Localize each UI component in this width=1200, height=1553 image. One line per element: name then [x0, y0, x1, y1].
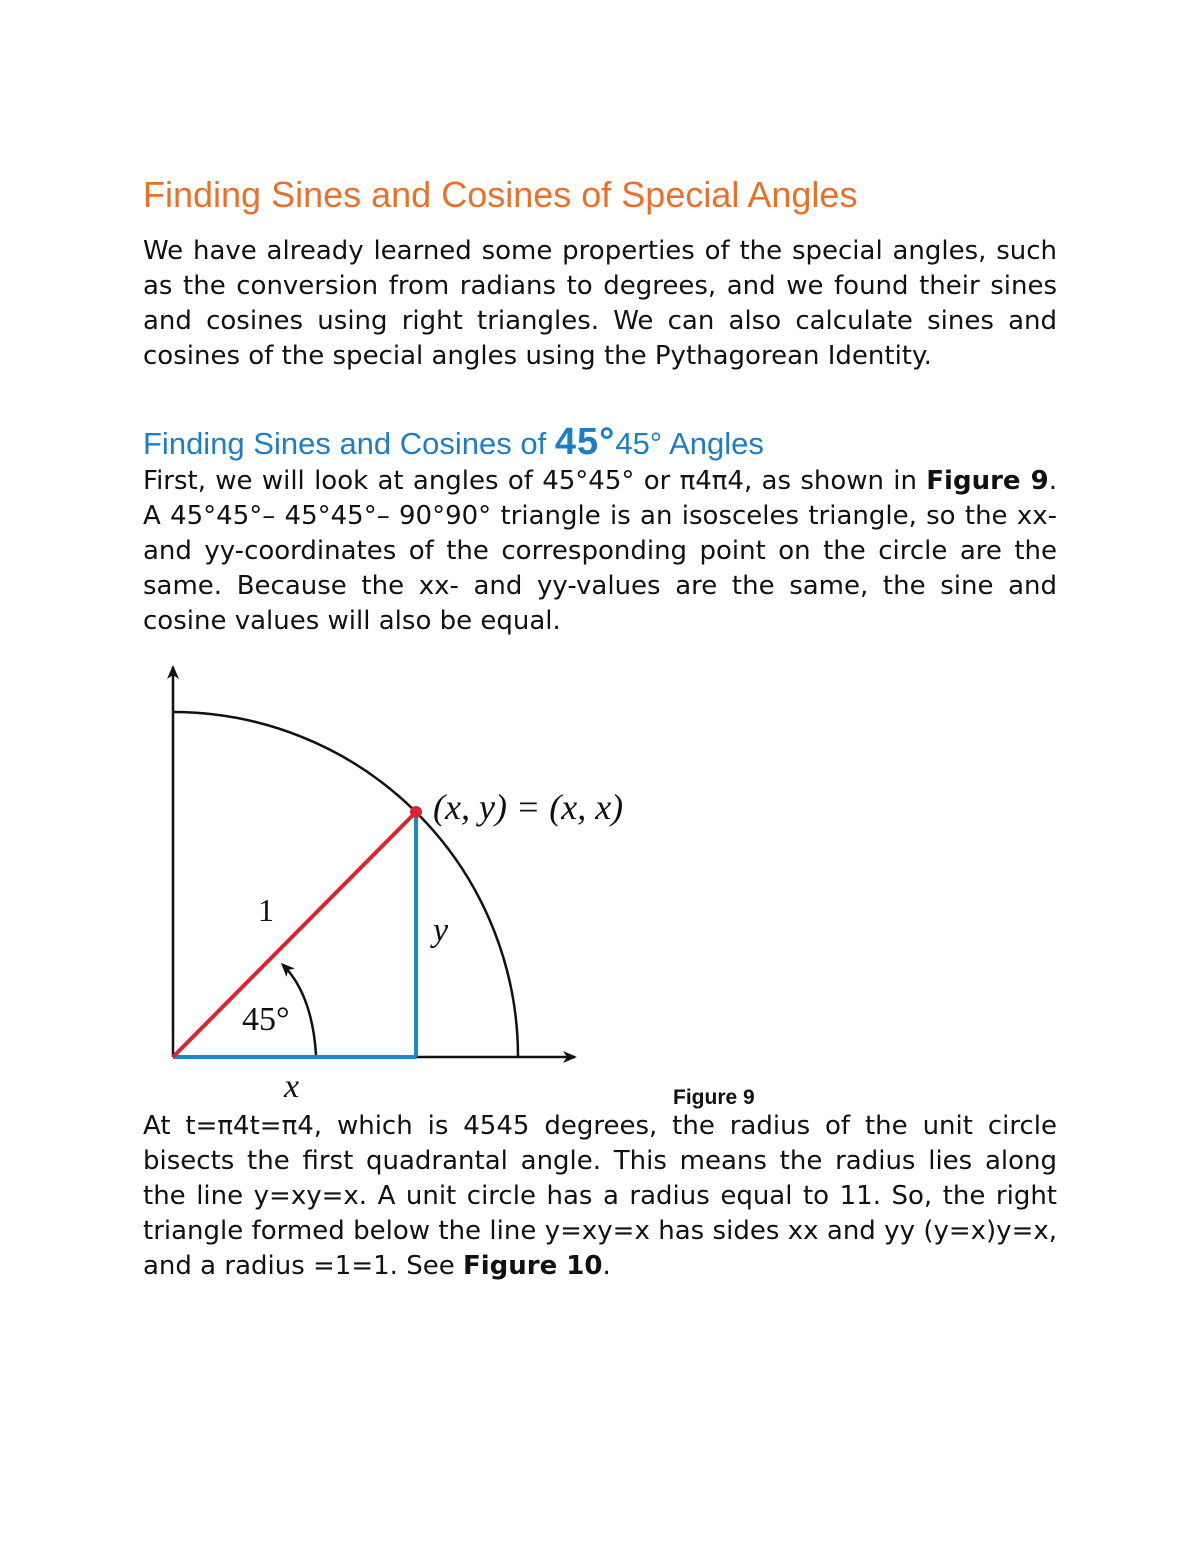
hypotenuse-label: 1	[258, 892, 274, 928]
circle-point	[410, 806, 422, 818]
section-heading	[143, 420, 1057, 464]
section-heading-suffix: 45° Angles	[615, 426, 764, 461]
section-paragraph-text-1: First, we will look at angles of 45°45° or π4π4, as shown in	[143, 466, 927, 496]
side-y-label: y	[433, 912, 449, 949]
document-page	[143, 170, 1057, 1284]
side-x-label: x	[284, 1068, 300, 1105]
section-heading-prefix: Finding Sines and Cosines of	[143, 426, 555, 461]
closing-paragraph-text-1: At t=π4t=π4, which is 4545 degrees, the radius of the unit circle bisects the first quadrantal angle. This means the radius lies along the line y=xy=x. A unit circle has a radius equal to 11. So, the right triangle formed below the line y=xy=x has sides xx and yy (y=x)y=x, and a radius =1=1. See	[143, 1111, 1057, 1281]
section-paragraph-text-2: . A 45°45°– 45°45°– 90°90° triangle is an isosceles triangle, so the xx- and yy-coordinates of the corresponding point on the circle are the same. Because the xx- and yy-values are the same, the sine and cosine values will also be equal.	[143, 466, 1057, 636]
section-paragraph	[143, 464, 1057, 639]
angle-label: 45°	[242, 1001, 290, 1038]
point-label: (x, y) = (x, x)	[433, 787, 624, 827]
figure-9-reference: Figure 9	[926, 466, 1049, 496]
figure-9	[143, 639, 1057, 1109]
unit-circle-diagram	[143, 639, 1057, 1109]
intro-paragraph: We have already learned some properties of the special angles, such as the conversion from radians to degrees, and we found their sines and cosines using right triangles. We can also calculate sines and cosines of the special angles using the Pythagorean Identity.	[143, 236, 1057, 371]
closing-paragraph-text-2: .	[602, 1251, 611, 1281]
radius-line	[173, 812, 416, 1057]
figure-10-reference: Figure 10	[462, 1251, 603, 1281]
closing-paragraph	[143, 1109, 1057, 1284]
page-title: Finding Sines and Cosines of Special Angles	[143, 174, 858, 215]
figure-caption: Figure 9	[673, 1086, 755, 1109]
section-heading-math: 45°	[554, 421, 616, 463]
